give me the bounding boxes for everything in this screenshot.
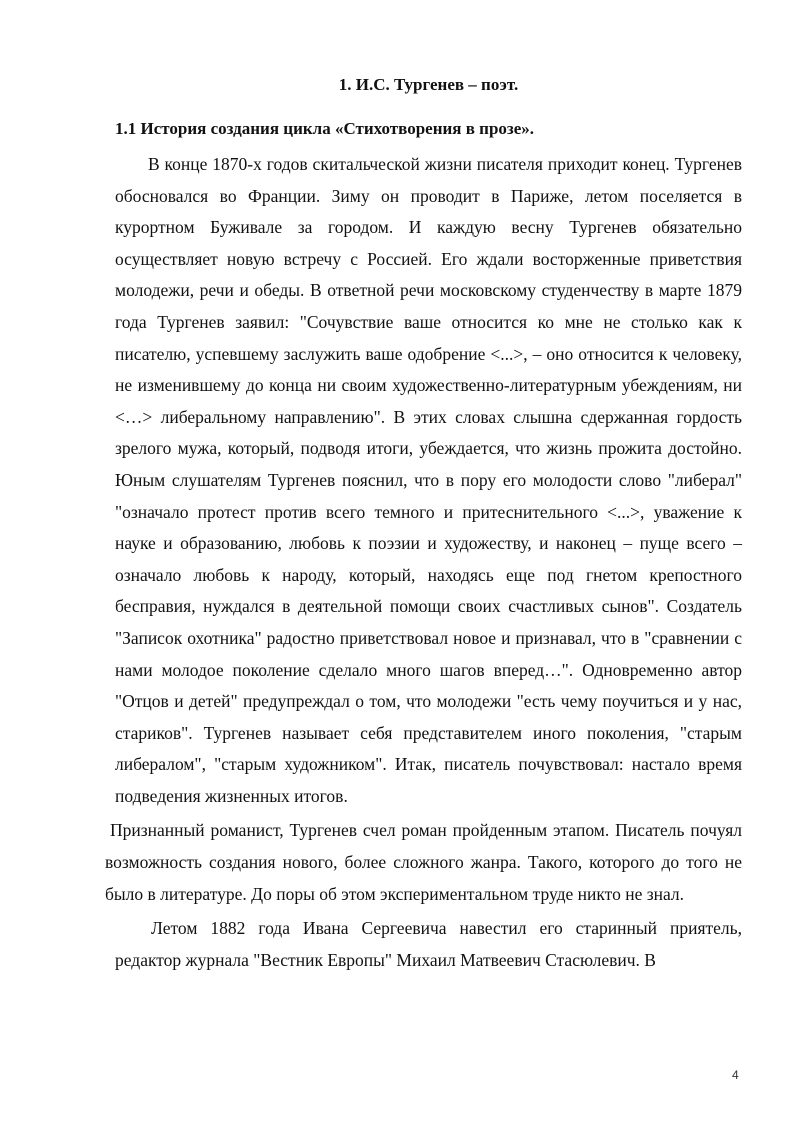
- section-title: 1.1 История создания цикла «Стихотворения в прозе».: [115, 119, 535, 138]
- paragraph-1: В конце 1870-х годов скитальческой жизни писателя приходит конец. Тургенев обосновался во Франции. Зиму он проводит в Париже, летом поселяется в курортном Буживале за городом. И каждую весну Тургенев обязательно осуществляет новую встречу с Россией. Его ждали восторженные приветствия молодежи, речи и обеды. В ответной речи московскому студенчеству в марте 1879 года Тургенев заявил: "Сочувствие ваше относится ко мне не столько как к писателю, успевшему заслужить ваше одобрение <...>, – оно относится к человеку, не изменившему до конца ни своим художественно-литературным убеждениям, ни <…> либеральному направлению". В этих словах слышна сдержанная гордость зрелого мужа, который, подводя итоги, убеждается, что жизнь прожита достойно. Юным слушателям Тургенев пояснил, что в пору его молодости слово "либерал" "означало протест против всего темного и притеснительного <...>, уважение к науке и образованию, любовь к поэзии и художеству, и наконец – пуще всего – означало любовь к народу, который, находясь еще под гнетом крепостного бесправия, нуждался в деятельной помощи своих счастливых сынов". Создатель "Записок охотника" радостно приветствовал новое и признавал, что в "сравнении с нами молодое поколение сделало много шагов вперед…". Одновременно автор "Отцов и детей" предупреждал о том, что молодежи "есть чему поучиться и у нас, стариков". Тургенев называет себя представителем иного поколения, "старым либералом", "старым художником". Итак, писатель почувствовал: настало время подведения жизненных итогов.: [115, 154, 742, 806]
- paragraph-2: Признанный романист, Тургенев счел роман пройденным этапом. Писатель почуял возможность создания нового, более сложного жанра. Такого, которого до того не было в литературе. До поры об этом экспериментальном труде никто не знал.: [105, 820, 742, 904]
- paragraph-3: Летом 1882 года Ивана Сергеевича навестил его старинный приятель, редактор журнала "Вестник Европы" Михаил Матвеевич Стасюлевич. В: [115, 918, 742, 970]
- chapter-title: 1. И.С. Тургенев – поэт.: [338, 75, 519, 94]
- page-number: 4: [732, 1068, 739, 1082]
- body-text: [105, 149, 742, 976]
